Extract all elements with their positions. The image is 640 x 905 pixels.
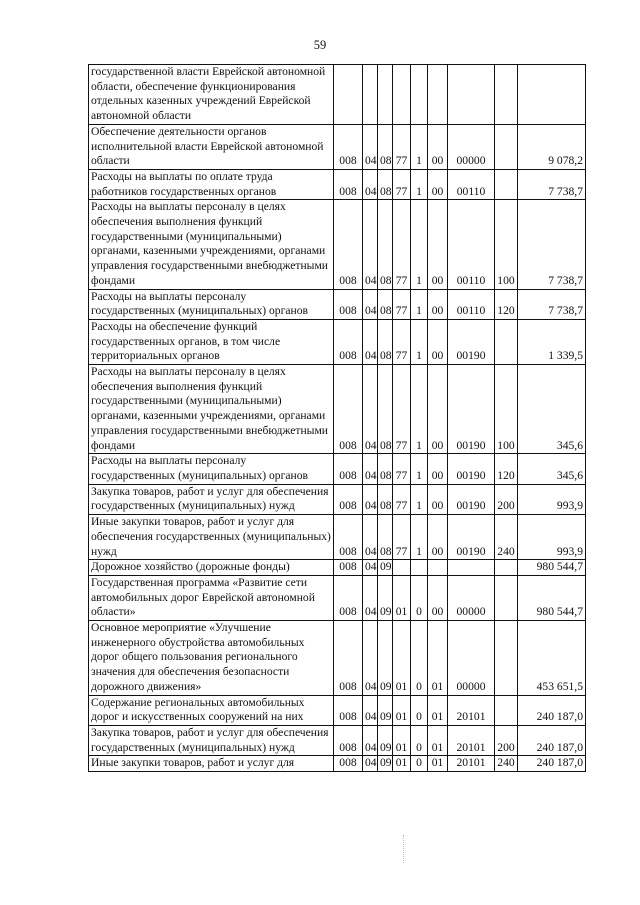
rz-cell: 04 [363,725,378,755]
table-row [89,200,586,289]
amount-cell: 993,9 [518,484,586,514]
rz-cell: 04 [363,289,378,319]
event-code-cell: 00 [428,484,448,514]
table-row [89,124,586,169]
subprogram-code-cell: 1 [411,484,428,514]
rz-cell: 04 [363,169,378,199]
amount-cell: 345,6 [518,365,586,454]
grbs-cell: 008 [334,695,363,725]
amount-cell: 240 187,0 [518,695,586,725]
grbs-cell: 008 [334,560,363,576]
amount-cell: 980 544,7 [518,575,586,620]
program-code-cell [393,65,411,125]
direction-code-cell: 20101 [448,756,495,772]
subprogram-code-cell: 0 [411,575,428,620]
subprogram-code-cell [411,560,428,576]
pr-cell: 09 [378,621,393,696]
amount-cell: 453 651,5 [518,621,586,696]
amount-cell: 240 187,0 [518,725,586,755]
table-row [89,454,586,484]
expense-type-cell: 200 [495,725,518,755]
table-row [89,756,586,772]
program-code-cell: 01 [393,575,411,620]
rz-cell: 04 [363,756,378,772]
direction-code-cell: 00110 [448,169,495,199]
direction-code-cell: 00110 [448,289,495,319]
row-name-cell: Содержание региональных автомобильных дорог и искусственных сооружений на них [89,695,334,725]
pr-cell: 08 [378,319,393,364]
expense-type-cell: 240 [495,756,518,772]
rz-cell: 04 [363,319,378,364]
pr-cell: 09 [378,695,393,725]
row-name-cell: Обеспечение деятельности органов исполнительной власти Еврейской автономной области [89,124,334,169]
expense-type-cell: 120 [495,454,518,484]
row-name-cell: Иные закупки товаров, работ и услуг для обеспечения государственных (муниципальных) нужд [89,515,334,560]
direction-code-cell: 00190 [448,365,495,454]
pr-cell: 08 [378,169,393,199]
direction-code-cell: 00000 [448,575,495,620]
table-row [89,515,586,560]
pr-cell: 08 [378,515,393,560]
expense-type-cell [495,169,518,199]
expense-type-cell [495,621,518,696]
amount-cell: 993,9 [518,515,586,560]
rz-cell: 04 [363,454,378,484]
event-code-cell: 01 [428,725,448,755]
pr-cell [378,65,393,125]
program-code-cell: 77 [393,169,411,199]
subprogram-code-cell: 1 [411,365,428,454]
expense-type-cell [495,695,518,725]
grbs-cell: 008 [334,725,363,755]
program-code-cell: 77 [393,289,411,319]
expense-type-cell: 100 [495,365,518,454]
event-code-cell: 00 [428,200,448,289]
table-row [89,560,586,576]
direction-code-cell [448,65,495,125]
grbs-cell [334,65,363,125]
row-name-cell: Расходы на обеспечение функций государственных органов, в том числе территориальных органов [89,319,334,364]
grbs-cell: 008 [334,515,363,560]
expense-type-cell [495,65,518,125]
event-code-cell: 01 [428,621,448,696]
table-row [89,319,586,364]
event-code-cell: 00 [428,169,448,199]
event-code-cell [428,65,448,125]
pr-cell: 08 [378,484,393,514]
program-code-cell: 77 [393,454,411,484]
amount-cell: 345,6 [518,454,586,484]
grbs-cell: 008 [334,365,363,454]
program-code-cell: 01 [393,756,411,772]
amount-cell: 7 738,7 [518,200,586,289]
program-code-cell: 77 [393,200,411,289]
subprogram-code-cell: 1 [411,289,428,319]
direction-code-cell: 20101 [448,695,495,725]
scan-mark [403,835,405,863]
program-code-cell: 77 [393,319,411,364]
program-code-cell: 01 [393,695,411,725]
subprogram-code-cell [411,65,428,125]
row-name-cell: Закупка товаров, работ и услуг для обеспечения государственных (муниципальных) нужд [89,484,334,514]
table-row [89,289,586,319]
amount-cell: 7 738,7 [518,169,586,199]
expense-type-cell: 120 [495,289,518,319]
event-code-cell: 01 [428,756,448,772]
subprogram-code-cell: 1 [411,169,428,199]
direction-code-cell [448,560,495,576]
program-code-cell: 77 [393,365,411,454]
event-code-cell: 00 [428,515,448,560]
program-code-cell: 77 [393,515,411,560]
table-row [89,725,586,755]
pr-cell: 08 [378,200,393,289]
rz-cell: 04 [363,560,378,576]
amount-cell [518,65,586,125]
row-name-cell: Расходы на выплаты по оплате труда работников государственных органов [89,169,334,199]
event-code-cell: 00 [428,454,448,484]
program-code-cell [393,560,411,576]
amount-cell: 9 078,2 [518,124,586,169]
expense-type-cell: 200 [495,484,518,514]
program-code-cell: 01 [393,621,411,696]
row-name-cell: Дорожное хозяйство (дорожные фонды) [89,560,334,576]
table-row [89,65,586,125]
rz-cell: 04 [363,200,378,289]
subprogram-code-cell: 0 [411,756,428,772]
table-row [89,365,586,454]
grbs-cell: 008 [334,575,363,620]
program-code-cell: 01 [393,725,411,755]
grbs-cell: 008 [334,124,363,169]
row-name-cell: Расходы на выплаты персоналу государственных (муниципальных) органов [89,454,334,484]
row-name-cell: Закупка товаров, работ и услуг для обеспечения государственных (муниципальных) нужд [89,725,334,755]
subprogram-code-cell: 0 [411,695,428,725]
event-code-cell: 00 [428,319,448,364]
grbs-cell: 008 [334,454,363,484]
expense-type-cell [495,124,518,169]
amount-cell: 7 738,7 [518,289,586,319]
subprogram-code-cell: 1 [411,319,428,364]
rz-cell: 04 [363,124,378,169]
table-row [89,621,586,696]
grbs-cell: 008 [334,484,363,514]
rz-cell: 04 [363,575,378,620]
row-name-cell: Расходы на выплаты персоналу в целях обеспечения выполнения функций государственными (муниципальными) органами, казенными учреждениями, органами управления государственными внебюджетными фондами [89,200,334,289]
direction-code-cell: 00190 [448,515,495,560]
row-name-cell: Иные закупки товаров, работ и услуг для [89,756,334,772]
rz-cell: 04 [363,515,378,560]
rz-cell: 04 [363,621,378,696]
expense-type-cell [495,560,518,576]
row-name-cell: Государственная программа «Развитие сети автомобильных дорог Еврейской автономной области» [89,575,334,620]
subprogram-code-cell: 1 [411,200,428,289]
grbs-cell: 008 [334,756,363,772]
direction-code-cell: 00190 [448,319,495,364]
grbs-cell: 008 [334,200,363,289]
row-name-cell: Основное мероприятие «Улучшение инженерного обустройства автомобильных дорог общего пользования регионального значения для обеспечения безопасности дорожного движения» [89,621,334,696]
event-code-cell: 00 [428,289,448,319]
amount-cell: 240 187,0 [518,756,586,772]
pr-cell: 08 [378,454,393,484]
rz-cell: 04 [363,365,378,454]
table-body [89,65,586,772]
subprogram-code-cell: 0 [411,621,428,696]
page-number: 59 [313,38,327,52]
row-name-cell: Расходы на выплаты персоналу в целях обеспечения выполнения функций государственными (муниципальными) органами, казенными учреждениями, органами управления государственными внебюджетными фондами [89,365,334,454]
event-code-cell [428,560,448,576]
event-code-cell: 00 [428,124,448,169]
table-row [89,169,586,199]
amount-cell: 980 544,7 [518,560,586,576]
grbs-cell: 008 [334,169,363,199]
pr-cell: 09 [378,560,393,576]
pr-cell: 08 [378,289,393,319]
amount-cell: 1 339,5 [518,319,586,364]
grbs-cell: 008 [334,319,363,364]
pr-cell: 09 [378,575,393,620]
event-code-cell: 00 [428,365,448,454]
table-row [89,484,586,514]
subprogram-code-cell: 1 [411,515,428,560]
expense-type-cell: 240 [495,515,518,560]
direction-code-cell: 20101 [448,725,495,755]
rz-cell [363,65,378,125]
subprogram-code-cell: 1 [411,454,428,484]
pr-cell: 09 [378,756,393,772]
table-row [89,575,586,620]
grbs-cell: 008 [334,289,363,319]
expense-type-cell [495,575,518,620]
grbs-cell: 008 [334,621,363,696]
direction-code-cell: 00000 [448,124,495,169]
direction-code-cell: 00110 [448,200,495,289]
row-name-cell: государственной власти Еврейской автономной области, обеспечение функционирования отдельных казенных учреждений Еврейской автономной области [89,65,334,125]
direction-code-cell: 00190 [448,454,495,484]
program-code-cell: 77 [393,124,411,169]
direction-code-cell: 00190 [448,484,495,514]
program-code-cell: 77 [393,484,411,514]
pr-cell: 08 [378,124,393,169]
subprogram-code-cell: 1 [411,124,428,169]
event-code-cell: 00 [428,575,448,620]
pr-cell: 09 [378,725,393,755]
row-name-cell: Расходы на выплаты персоналу государственных (муниципальных) органов [89,289,334,319]
expense-type-cell [495,319,518,364]
budget-table [88,64,586,772]
expense-type-cell: 100 [495,200,518,289]
subprogram-code-cell: 0 [411,725,428,755]
pr-cell: 08 [378,365,393,454]
event-code-cell: 01 [428,695,448,725]
rz-cell: 04 [363,484,378,514]
rz-cell: 04 [363,695,378,725]
table-row [89,695,586,725]
direction-code-cell: 00000 [448,621,495,696]
